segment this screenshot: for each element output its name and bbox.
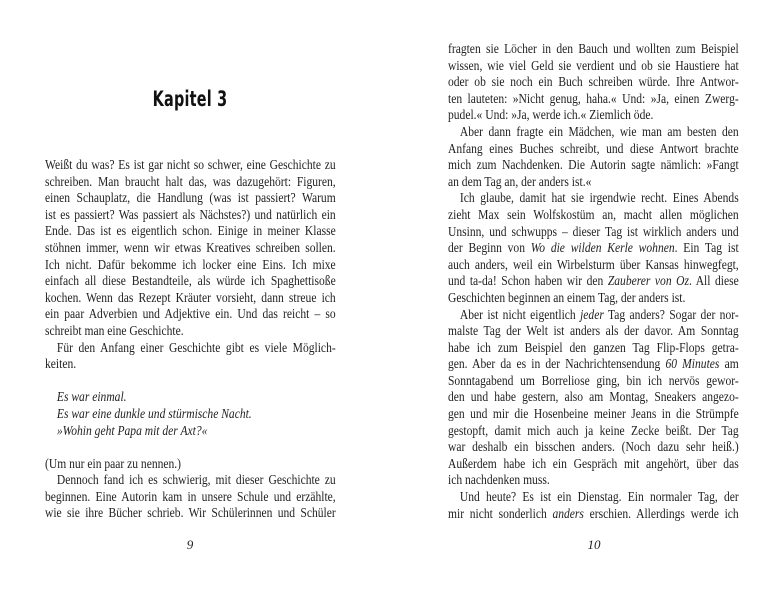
text-line — [448, 174, 739, 191]
text-segment: ten lauteten: »Nicht genug, haha.« Und: »Ja, einen Zwerg- — [448, 90, 739, 106]
text-segment: zieht Max sein Wolfskostüm an, macht allen möglichen — [448, 206, 739, 222]
text-segment: kochen. Wenn das Rezept Kräuter vorsieht, dann streue ich — [45, 289, 336, 305]
text-segment: gen. Aber da es in der Nachrichtensendung — [448, 356, 666, 372]
text-line — [448, 506, 739, 523]
text-line — [45, 456, 336, 473]
text-segment: erschien. Allerdings werde ich — [583, 505, 739, 521]
text-line — [448, 124, 739, 141]
text-line — [45, 406, 336, 423]
text-segment: einfach all diese Bestandteile, als würde ich Spaghettisoße — [45, 273, 336, 289]
page-number-left: 9 — [186, 537, 194, 552]
text-segment: Dennoch fand ich es schwierig, mit dieser Geschichte zu — [56, 472, 336, 488]
text-segment: . All diese — [688, 273, 739, 289]
blank-line — [45, 439, 336, 456]
text-line — [448, 373, 739, 390]
italic-text: »Wohin geht Papa mit der Axt?« — [56, 422, 208, 438]
text-segment: gen und mir die Hosenbeine meiner Jeans in die Strümpfe — [448, 406, 739, 422]
text-segment: ich nachdenken muss. — [448, 472, 550, 488]
text-segment: Ich nicht. Dafür bekomme ich locker eine Eins. Ich mixe — [45, 256, 336, 272]
italic-text: anders — [552, 505, 584, 521]
text-line — [448, 340, 739, 357]
text-segment: fragten sie Löcher in den Bauch und wollten zum Beispiel — [448, 41, 739, 56]
text-segment: Weißt du was? Es ist gar nicht so schwer, eine Geschichte zu — [45, 157, 336, 172]
text-segment: (Um nur ein paar zu nennen.) — [45, 455, 182, 471]
text-line — [448, 472, 739, 489]
text-segment: Geschichten beginnen an einem Tag, der anders ist. — [448, 289, 686, 305]
text-line — [448, 406, 739, 423]
text-segment: ein paar Adverbien und Adjektive ein. Und das reicht – so — [45, 306, 336, 322]
text-segment: Außerdem habe ich ein Gespräch mit angehört, über das — [448, 455, 739, 471]
text-segment: auch anders, weil ein Wirbelsturm über Kansas hinwegfegt, — [448, 256, 739, 272]
left-page-body-text — [45, 157, 336, 522]
italic-text: 60 Minutes — [665, 356, 720, 372]
text-line — [45, 157, 336, 174]
text-segment: war deshalb ein bisschen anders. (Noch dazu sehr heiß.) — [448, 439, 739, 455]
text-segment: der Beginn von — [448, 240, 531, 256]
page-number-right: 10 — [587, 537, 601, 552]
text-line — [448, 157, 739, 174]
text-segment: mich zum Nachdenken. Die Autorin sagte nämlich: »Fangt — [448, 157, 739, 173]
text-segment: Für den Anfang einer Geschichte gibt es viele Möglich- — [56, 339, 336, 355]
right-page-body-text — [448, 41, 739, 522]
text-line — [45, 505, 336, 522]
text-line — [45, 290, 336, 307]
text-segment: stöhnen immer, wenn wir etwas Kreatives schreiben sollen. — [45, 239, 336, 255]
text-segment: . Ein Tag ist — [674, 240, 739, 256]
text-line — [448, 439, 739, 456]
right-page — [390, 0, 780, 600]
text-segment: wie sie ihre Bücher schrieb. Wir Schülerinnen und Schüler — [45, 505, 336, 521]
italic-text: Wo die wilden Kerle wohnen — [530, 240, 675, 256]
blank-line — [45, 373, 336, 390]
text-segment: habe ich zum Beispiel den ganzen Tag Flip-Flops getra- — [448, 339, 739, 355]
text-line — [45, 340, 336, 357]
text-line — [45, 472, 336, 489]
text-segment: gestopft, damit mich auch ja keine Zecke beißt. Der Tag — [448, 422, 739, 438]
text-segment: Aber dann fragte ein Mädchen, wie man am besten den — [459, 123, 739, 139]
text-segment: schreibt man eine Geschichte. — [45, 322, 184, 338]
italic-text: Es war eine dunkle und stürmische Nacht. — [56, 405, 252, 421]
text-line — [448, 323, 739, 340]
text-line — [45, 356, 336, 373]
text-segment: malste Tag der Welt ist anders als der davor. Am Sonntag — [448, 323, 739, 339]
italic-text: Zauberer von Oz — [607, 273, 689, 289]
text-line — [448, 107, 739, 124]
text-line — [448, 489, 739, 506]
text-line — [448, 74, 739, 91]
text-segment: Ich glaube, damit hat sie irgendwie recht. Eines Abends — [459, 190, 739, 206]
text-line — [448, 141, 739, 158]
text-segment: an dem Tag an, der anders ist.« — [448, 173, 592, 189]
text-segment: Sonntagabend um Borreliose ging, bin ich nervös gewor- — [448, 372, 739, 388]
text-segment: Und heute? Es ist ein Dienstag. Ein normaler Tag, der — [459, 489, 739, 505]
text-line — [448, 41, 739, 58]
text-line — [45, 207, 336, 224]
text-segment: oder ob sie noch ein Buch schreiben würde. Ihre Antwor- — [448, 74, 739, 90]
text-segment: schreiben. Man braucht halt das, was dazugehört: Figuren, — [45, 173, 336, 189]
italic-text: Es war einmal. — [56, 389, 127, 405]
text-line — [448, 456, 739, 473]
text-line — [448, 58, 739, 75]
text-segment: einen Schauplatz, die Handlung (was ist passiert? Warum — [45, 190, 336, 206]
text-segment: Aber ist nicht eigentlich — [459, 306, 581, 322]
text-line — [45, 489, 336, 506]
text-segment: pudel.« Und: »Ja, werde ich.« Ziemlich öde. — [448, 107, 654, 123]
text-line — [45, 306, 336, 323]
text-line — [45, 257, 336, 274]
text-line — [45, 190, 336, 207]
text-segment: Anfang eines Buches schreibt, und diese Antwort brachte — [448, 140, 739, 156]
text-line — [448, 290, 739, 307]
text-line — [45, 174, 336, 191]
text-line — [448, 91, 739, 108]
text-line — [45, 273, 336, 290]
text-segment: Unsinn, und schwupps – dieser Tag ist wirklich anders und — [448, 223, 739, 239]
text-line — [448, 307, 739, 324]
text-line — [45, 223, 336, 240]
text-segment: Ende. Das ist es eigentlich schon. Einige in meiner Klasse — [45, 223, 336, 239]
text-line — [45, 389, 336, 406]
text-line — [448, 257, 739, 274]
text-segment: mir nicht sonderlich — [448, 505, 553, 521]
text-segment: den und habe gestern, also am Montag, Sneakers angezo- — [448, 389, 739, 405]
text-segment: und ta-da! Schon haben wir den — [448, 273, 608, 289]
text-segment: beginnen. Eine Autorin kam in unsere Schule und erzählte, — [45, 488, 336, 504]
text-line — [448, 273, 739, 290]
text-segment: keiten. — [45, 356, 77, 372]
text-line — [448, 207, 739, 224]
text-line — [448, 240, 739, 257]
text-segment: Tag anders? Sogar der nor- — [603, 306, 739, 322]
text-segment: am — [719, 356, 739, 372]
text-segment: ist es passiert? Was passiert als Nächstes?) und natürlich ein — [45, 206, 336, 222]
text-line — [448, 224, 739, 241]
italic-text: jeder — [580, 306, 604, 322]
text-line — [448, 190, 739, 207]
text-line — [448, 389, 739, 406]
text-line — [45, 240, 336, 257]
text-line — [448, 423, 739, 440]
text-line — [45, 423, 336, 440]
chapter-title: Kapitel 3 — [152, 86, 228, 112]
text-segment: wissen, wie viel Geld sie verdient und ob sie Haustiere hat — [448, 57, 739, 73]
text-line — [45, 323, 336, 340]
text-line — [448, 356, 739, 373]
